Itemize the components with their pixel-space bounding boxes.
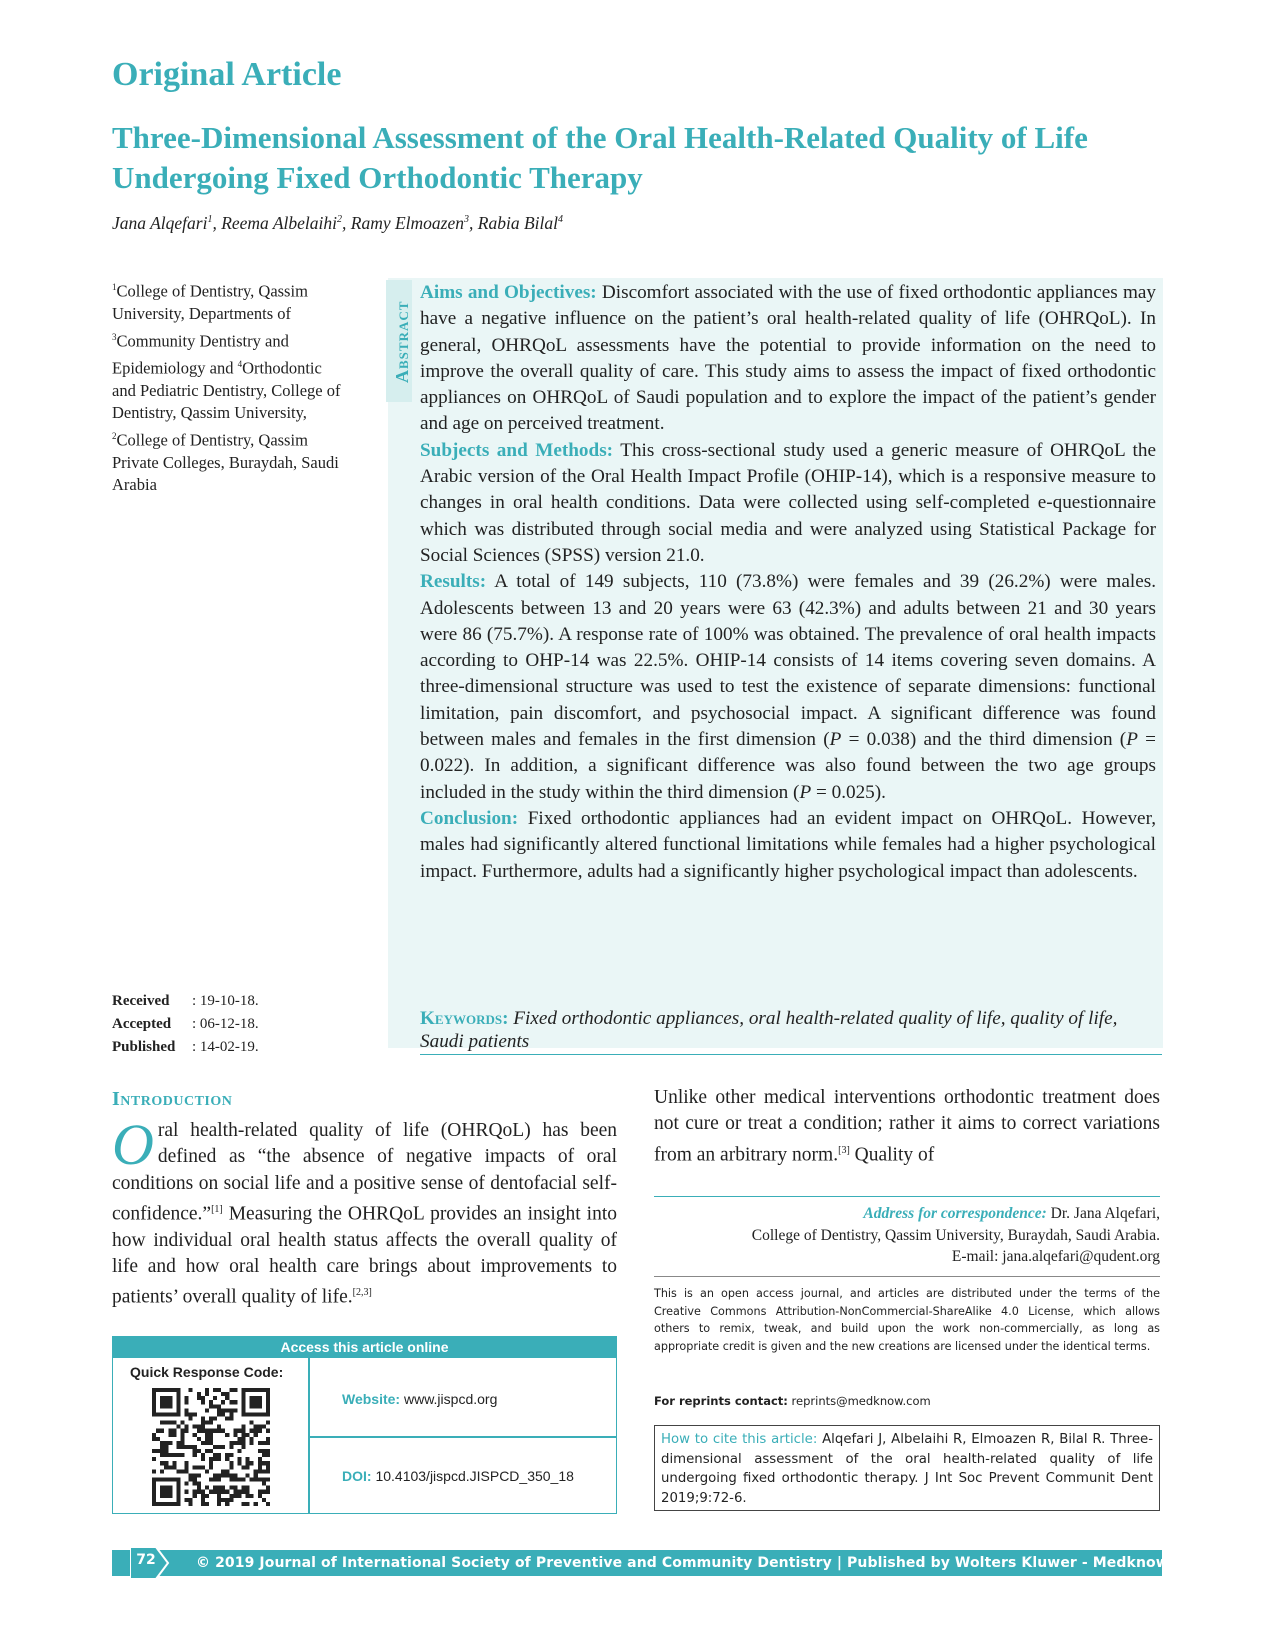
introduction-paragraph xyxy=(112,1112,617,1311)
correspondence xyxy=(654,1203,1160,1268)
date-label: Received xyxy=(112,993,170,1009)
conclusion-label: Conclusion: xyxy=(420,807,519,829)
citation-label: How to cite this article: xyxy=(661,1432,818,1447)
section-label: Original Article xyxy=(112,56,342,93)
author-name: Ramy Elmoazen xyxy=(350,213,465,233)
results-text: = 0.022). In addition, a significant difference was also found between the two age groups included in the study within the third dimension ( xyxy=(420,729,1156,803)
results-text: = 0.025). xyxy=(811,781,886,803)
doi-label: DOI: xyxy=(342,1468,372,1484)
footer-text: © 2019 Journal of International Society of Preventive and Community Dentistry | Published by Wolters Kluwer - Medknow xyxy=(196,1555,1169,1571)
abstract-vertical-label: Abstract xyxy=(392,300,412,384)
citation-text: Alqefari J, Albelaihi R, Elmoazen R, Bilal R. Three-dimensional assessment of the oral health-related quality of life undergoing fixed orthodontic therapy. J Int Soc Prevent Communit Dent 2019;9:72-6. xyxy=(661,1432,1153,1506)
correspondence-label: Address for correspondence: xyxy=(863,1205,1047,1222)
p-symbol: P xyxy=(1126,729,1138,751)
date-row xyxy=(112,1013,259,1036)
author-name: Reema Albelaihi xyxy=(221,213,338,233)
aff-text: College of Dentistry, Qassim Private Colleges, Buraydah, Saudi Arabia xyxy=(112,430,339,494)
license-text: This is an open access journal, and articles are distributed under the terms of the Creative Commons Attribution-NonCommercial-ShareAlike 4.0 License, which allows others to remix, tweak, and build upon the work non-commercially, as long as appropriate credit is given and the new creations are licensed under the identical terms. xyxy=(654,1287,1160,1353)
access-header: Access this article online xyxy=(112,1336,617,1358)
citation-box xyxy=(654,1425,1160,1511)
article-dates xyxy=(112,990,259,1059)
intro-text: ral health-related quality of life (OHRQoL) has been defined as “the absence of negative impacts of oral conditions on social life and a positive sense of dentofacial self-confidence.” xyxy=(112,1120,617,1225)
doi-link[interactable] xyxy=(342,1468,574,1484)
aff-sup: 1 xyxy=(112,282,117,292)
aff-text: Orthodontic and Pediatric Dentistry, College of Dentistry, Qassim University, xyxy=(112,358,341,422)
website-label: Website: xyxy=(342,1391,401,1407)
author-sup: 4 xyxy=(557,214,563,226)
access-divider xyxy=(308,1436,617,1438)
author-name: Rabia Bilal xyxy=(477,213,558,233)
citation-ref[interactable]: [3] xyxy=(838,1144,850,1156)
date-label: Published xyxy=(112,1039,176,1055)
keywords-label: Keywords: xyxy=(420,1008,509,1029)
correspondence-name: Dr. Jana Alqefari, xyxy=(1046,1205,1160,1222)
date-row xyxy=(112,990,259,1013)
drop-cap: O xyxy=(112,1112,154,1177)
citation-ref[interactable]: [2,3] xyxy=(352,1287,372,1299)
abstract-body xyxy=(420,280,1156,885)
doi-value[interactable]: 10.4103/jispcd.JISPCD_350_18 xyxy=(371,1468,574,1484)
aims-text: Discomfort associated with the use of fixed orthodontic appliances may have a negative influence on the patient’s oral health-related quality of life (OHRQoL). In general, OHRQoL assessments have the potential to provide information on the need to improve the overall quality of care. This study aims to assess the impact of fixed orthodontic appliances on OHRQoL of Saudi population and to explore the impact of the patient’s gender and age on perceived treatment. xyxy=(420,282,1157,435)
date-label: Accepted xyxy=(112,1016,172,1032)
license-divider xyxy=(654,1276,1160,1277)
aff-sup: 3 xyxy=(112,331,117,342)
aff-sup: 4 xyxy=(237,358,243,369)
p-symbol: P xyxy=(799,781,812,803)
qr-code-icon[interactable] xyxy=(152,1388,270,1506)
right-column-paragraph xyxy=(654,1085,1160,1168)
aims-label: Aims and Objectives: xyxy=(420,282,597,303)
methods-label: Subjects and Methods: xyxy=(420,439,614,461)
aff-text: Community Dentistry and Epidemiology and xyxy=(112,331,289,377)
date-value: : 06-12-18. xyxy=(192,1016,259,1032)
citation-ref[interactable]: [1] xyxy=(211,1203,223,1215)
keywords xyxy=(420,1007,1160,1053)
website-link[interactable] xyxy=(342,1391,497,1407)
author-list: Jana Alqefari$^1$, Reema Albelaihi$^2$, Ramy Elmoazen$^3$, Rabia Bilal$^4$ xyxy=(112,213,563,233)
qr-label: Quick Response Code: xyxy=(130,1364,284,1380)
author-sup: 1 xyxy=(207,214,213,226)
author-name: Jana Alqefari xyxy=(112,213,208,233)
date-value: : 14-02-19. xyxy=(192,1039,259,1055)
affiliation xyxy=(112,276,342,497)
abstract-results xyxy=(420,569,1156,806)
body-text: Unlike other medical interventions orthodontic treatment does not cure or treat a condition; rather it aims to correct variations from an arbitrary norm. xyxy=(654,1087,1160,1166)
intro-text: Measuring the OHRQoL provides an insight into how individual oral health status affects the overall quality of life and how oral health care brings about improvements to patients’ overall quality of life. xyxy=(112,1203,617,1308)
article-title: Three-Dimensional Assessment of the Oral Health-Related Quality of Life Undergoing Fixed Orthodontic Therapy xyxy=(112,120,1088,195)
abstract-aims xyxy=(420,280,1156,438)
date-row xyxy=(112,1036,259,1059)
introduction-heading: Introduction xyxy=(112,1088,233,1110)
date-value: : 19-10-18. xyxy=(192,993,259,1009)
reprints-label: For reprints contact: xyxy=(654,1394,788,1408)
website-url[interactable]: www.jispcd.org xyxy=(400,1391,498,1407)
page-number: 72 xyxy=(136,1552,156,1568)
conclusion-text: Fixed orthodontic appliances had an evident impact on OHRQoL. However, males had significantly altered functional limitations while females had a higher psychological impact. Furthermore, adults had a significantly higher psychological impact than adolescents. xyxy=(420,807,1156,882)
correspondence-divider xyxy=(654,1196,1160,1197)
aff-text: College of Dentistry, Qassim University, Departments of xyxy=(112,281,308,323)
correspondence-line xyxy=(654,1203,1160,1225)
results-text: A total of 149 subjects, 110 (73.8%) were females and 39 (26.2%) were males. Adolescents between 13 and 20 years were 63 (42.3%) and adults between 21 and 30 years were 86 (75.7%). A response rate of 100% was obtained. The prevalence of oral health impacts according to OHP-14 was 22.5%. OHIP-14 consists of 14 items covering seven domains. A three-dimensional structure was used to test the existence of separate dimensions: functional limitation, pain discomfort, and psychosocial impact. A significant difference was found between males and females in the first dimension ( xyxy=(420,571,1156,751)
aff-sup: 2 xyxy=(112,430,117,441)
abstract-conclusion xyxy=(420,806,1156,885)
body-text: Quality of xyxy=(849,1144,935,1166)
correspondence-address: College of Dentistry, Qassim University, Buraydah, Saudi Arabia. xyxy=(751,1226,1160,1244)
results-label: Results: xyxy=(420,571,487,593)
reprints-email[interactable]: reprints@medknow.com xyxy=(787,1394,931,1408)
p-symbol: P xyxy=(829,729,842,751)
reprints-contact xyxy=(654,1394,931,1408)
correspondence-email[interactable]: E-mail: jana.alqefari@qudent.org xyxy=(951,1248,1160,1265)
keywords-text: Fixed orthodontic appliances, oral health-related quality of life, quality of life, Saudi patients xyxy=(420,1008,1118,1052)
keywords-divider xyxy=(420,1054,1162,1055)
abstract-methods xyxy=(420,438,1156,569)
results-text: = 0.038) and the third dimension ( xyxy=(841,729,1127,751)
author-sup: 3 xyxy=(464,214,470,226)
author-sup: 2 xyxy=(337,214,343,226)
methods-text: This cross-sectional study used a generic measure of OHRQoL the Arabic version of the Oral Health Impact Profile (OHIP-14), which is a responsive measure to changes in oral health conditions. Data were collected using self-completed e-questionnaire which was distributed through social media and were analyzed using Statistical Package for Social Sciences (SPSS) version 21.0. xyxy=(420,439,1156,566)
